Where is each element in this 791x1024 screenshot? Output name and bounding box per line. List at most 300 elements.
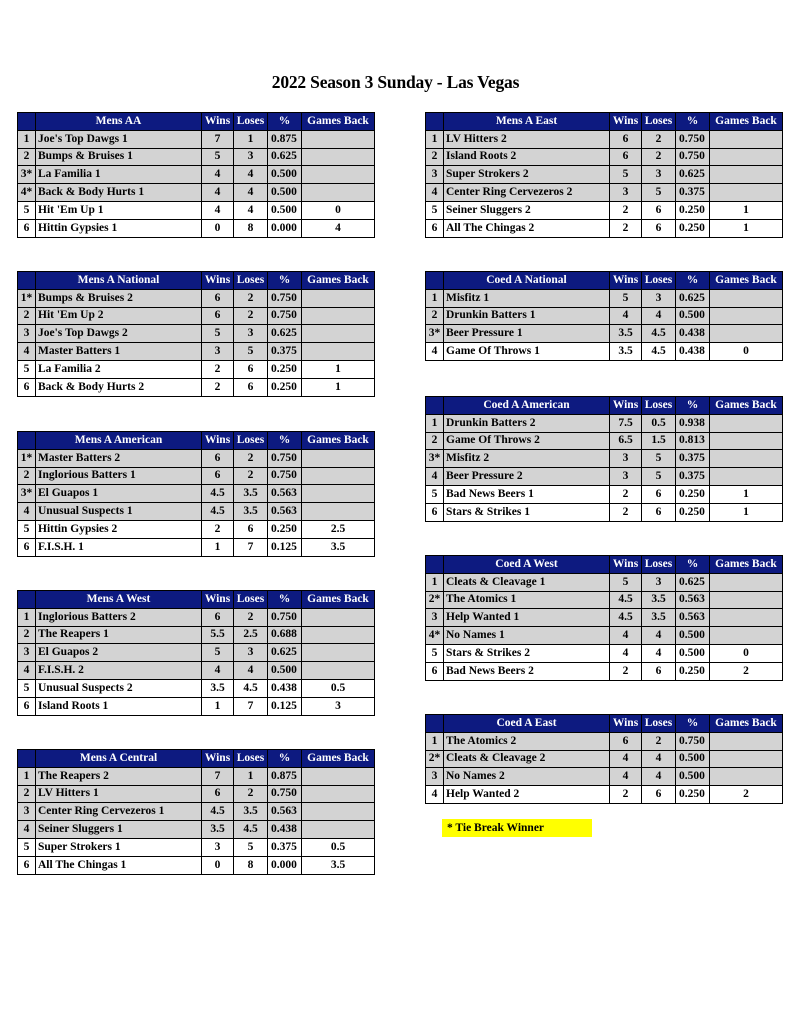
loses-cell: 2 bbox=[642, 732, 676, 750]
header-pct: % bbox=[676, 397, 710, 415]
pct-cell: 0.250 bbox=[268, 360, 302, 378]
team-name-cell: Misfitz 1 bbox=[444, 289, 610, 307]
wins-cell: 4 bbox=[610, 644, 642, 662]
pct-cell: 0.750 bbox=[268, 289, 302, 307]
header-pct: % bbox=[676, 272, 710, 290]
team-name-cell: LV Hitters 2 bbox=[444, 130, 610, 148]
mens-a-central-table bbox=[17, 749, 375, 875]
team-name-cell: The Atomics 2 bbox=[444, 732, 610, 750]
table-row bbox=[426, 289, 783, 307]
rank-cell: 2 bbox=[18, 626, 36, 644]
loses-cell: 6 bbox=[234, 378, 268, 396]
wins-cell: 2 bbox=[610, 485, 642, 503]
loses-cell: 8 bbox=[234, 219, 268, 237]
pct-cell: 0.750 bbox=[676, 130, 710, 148]
loses-cell: 3.5 bbox=[234, 485, 268, 503]
pct-cell: 0.563 bbox=[268, 503, 302, 521]
table-row bbox=[426, 468, 783, 486]
team-name-cell: Center Ring Cervezeros 1 bbox=[36, 803, 202, 821]
table-row bbox=[426, 130, 783, 148]
table-row bbox=[426, 450, 783, 468]
pct-cell: 0.563 bbox=[268, 803, 302, 821]
wins-cell: 7 bbox=[202, 130, 234, 148]
rank-cell: 5 bbox=[18, 360, 36, 378]
rank-cell: 1 bbox=[18, 767, 36, 785]
games-back-cell bbox=[710, 289, 783, 307]
header-wins: Wins bbox=[610, 715, 642, 733]
games-back-cell bbox=[302, 307, 375, 325]
rank-cell: 5 bbox=[18, 679, 36, 697]
table-row bbox=[18, 838, 375, 856]
mens-a-west-table bbox=[17, 590, 375, 716]
games-back-cell: 0.5 bbox=[302, 838, 375, 856]
pct-cell: 0.375 bbox=[268, 343, 302, 361]
loses-cell: 5 bbox=[642, 450, 676, 468]
rank-cell: 4 bbox=[18, 343, 36, 361]
division-title: Mens AA bbox=[36, 113, 202, 131]
pct-cell: 0.750 bbox=[268, 307, 302, 325]
rank-cell: 1 bbox=[18, 608, 36, 626]
team-name-cell: Super Strokers 2 bbox=[444, 166, 610, 184]
loses-cell: 4 bbox=[234, 184, 268, 202]
games-back-cell bbox=[302, 662, 375, 680]
wins-cell: 5.5 bbox=[202, 626, 234, 644]
table-row bbox=[18, 130, 375, 148]
loses-cell: 4 bbox=[642, 307, 676, 325]
games-back-cell bbox=[710, 130, 783, 148]
wins-cell: 4.5 bbox=[202, 485, 234, 503]
pct-cell: 0.438 bbox=[676, 325, 710, 343]
pct-cell: 0.438 bbox=[268, 679, 302, 697]
table-row bbox=[426, 325, 783, 343]
header-games-back: Games Back bbox=[302, 272, 375, 290]
loses-cell: 3 bbox=[234, 644, 268, 662]
rank-cell: 4* bbox=[426, 627, 444, 645]
header-rank-cell bbox=[426, 113, 444, 131]
rank-cell: 4 bbox=[426, 468, 444, 486]
team-name-cell: All The Chingas 2 bbox=[444, 219, 610, 237]
team-name-cell: Beer Pressure 2 bbox=[444, 468, 610, 486]
mens-a-american-table bbox=[17, 431, 375, 557]
team-name-cell: Center Ring Cervezeros 2 bbox=[444, 184, 610, 202]
loses-cell: 4.5 bbox=[234, 821, 268, 839]
rank-cell: 6 bbox=[18, 378, 36, 396]
team-name-cell: Inglorious Batters 1 bbox=[36, 467, 202, 485]
pct-cell: 0.500 bbox=[676, 750, 710, 768]
rank-cell: 4 bbox=[426, 786, 444, 804]
loses-cell: 5 bbox=[234, 343, 268, 361]
header-wins: Wins bbox=[202, 750, 234, 768]
games-back-cell bbox=[302, 184, 375, 202]
header-pct: % bbox=[268, 272, 302, 290]
games-back-cell bbox=[302, 503, 375, 521]
wins-cell: 3 bbox=[202, 343, 234, 361]
team-name-cell: Cleats & Cleavage 1 bbox=[444, 573, 610, 591]
rank-cell: 6 bbox=[426, 503, 444, 521]
team-name-cell: Seiner Sluggers 1 bbox=[36, 821, 202, 839]
games-back-cell bbox=[710, 307, 783, 325]
pct-cell: 0.500 bbox=[676, 644, 710, 662]
table-row bbox=[18, 697, 375, 715]
loses-cell: 6 bbox=[642, 201, 676, 219]
wins-cell: 6 bbox=[202, 608, 234, 626]
rank-cell: 1* bbox=[18, 289, 36, 307]
table-row bbox=[426, 627, 783, 645]
division-title: Coed A East bbox=[444, 715, 610, 733]
table-row bbox=[426, 732, 783, 750]
rank-cell: 6 bbox=[18, 697, 36, 715]
games-back-cell bbox=[302, 485, 375, 503]
wins-cell: 2 bbox=[202, 360, 234, 378]
mens-aa-table bbox=[17, 112, 375, 238]
team-name-cell: Cleats & Cleavage 2 bbox=[444, 750, 610, 768]
games-back-cell bbox=[710, 148, 783, 166]
pct-cell: 0.750 bbox=[268, 467, 302, 485]
team-name-cell: Inglorious Batters 2 bbox=[36, 608, 202, 626]
wins-cell: 6 bbox=[610, 148, 642, 166]
table-row bbox=[18, 148, 375, 166]
loses-cell: 3 bbox=[642, 166, 676, 184]
division-title: Coed A National bbox=[444, 272, 610, 290]
wins-cell: 6 bbox=[202, 467, 234, 485]
rank-cell: 6 bbox=[18, 538, 36, 556]
pct-cell: 0.563 bbox=[676, 591, 710, 609]
table-row bbox=[426, 573, 783, 591]
pct-cell: 0.438 bbox=[676, 343, 710, 361]
pct-cell: 0.000 bbox=[268, 856, 302, 874]
header-rank-cell bbox=[18, 591, 36, 609]
table-row bbox=[18, 166, 375, 184]
table-row bbox=[426, 219, 783, 237]
rank-cell: 2 bbox=[426, 307, 444, 325]
games-back-cell bbox=[302, 821, 375, 839]
header-rank-cell bbox=[18, 432, 36, 450]
loses-cell: 3.5 bbox=[642, 591, 676, 609]
division-title: Mens A American bbox=[36, 432, 202, 450]
rank-cell: 5 bbox=[18, 520, 36, 538]
wins-cell: 3 bbox=[610, 468, 642, 486]
loses-cell: 0.5 bbox=[642, 414, 676, 432]
wins-cell: 6 bbox=[610, 732, 642, 750]
team-name-cell: Unusual Suspects 2 bbox=[36, 679, 202, 697]
loses-cell: 3 bbox=[642, 289, 676, 307]
table-row bbox=[426, 343, 783, 361]
wins-cell: 4 bbox=[202, 166, 234, 184]
team-name-cell: Hittin Gypsies 1 bbox=[36, 219, 202, 237]
pct-cell: 0.750 bbox=[268, 785, 302, 803]
header-wins: Wins bbox=[202, 113, 234, 131]
wins-cell: 4.5 bbox=[202, 503, 234, 521]
table-row bbox=[18, 449, 375, 467]
team-name-cell: Bumps & Bruises 2 bbox=[36, 289, 202, 307]
loses-cell: 2 bbox=[234, 449, 268, 467]
games-back-cell bbox=[302, 803, 375, 821]
header-pct: % bbox=[676, 113, 710, 131]
pct-cell: 0.750 bbox=[676, 732, 710, 750]
table-row bbox=[18, 184, 375, 202]
games-back-cell bbox=[710, 432, 783, 450]
team-name-cell: Drunkin Batters 1 bbox=[444, 307, 610, 325]
header-games-back: Games Back bbox=[710, 272, 783, 290]
wins-cell: 4 bbox=[202, 184, 234, 202]
wins-cell: 4 bbox=[610, 307, 642, 325]
games-back-cell bbox=[302, 289, 375, 307]
pct-cell: 0.750 bbox=[268, 608, 302, 626]
rank-cell: 1 bbox=[426, 289, 444, 307]
pct-cell: 0.500 bbox=[268, 662, 302, 680]
loses-cell: 3 bbox=[234, 325, 268, 343]
pct-cell: 0.125 bbox=[268, 538, 302, 556]
loses-cell: 6 bbox=[234, 360, 268, 378]
team-name-cell: Master Batters 2 bbox=[36, 449, 202, 467]
games-back-cell: 3 bbox=[302, 697, 375, 715]
header-wins: Wins bbox=[202, 272, 234, 290]
header-wins: Wins bbox=[610, 272, 642, 290]
loses-cell: 4 bbox=[642, 644, 676, 662]
games-back-cell: 1 bbox=[710, 219, 783, 237]
wins-cell: 3.5 bbox=[610, 343, 642, 361]
pct-cell: 0.250 bbox=[676, 201, 710, 219]
rank-cell: 5 bbox=[18, 838, 36, 856]
rank-cell: 3* bbox=[18, 166, 36, 184]
pct-cell: 0.688 bbox=[268, 626, 302, 644]
pct-cell: 0.750 bbox=[268, 449, 302, 467]
games-back-cell bbox=[710, 768, 783, 786]
table-row bbox=[18, 503, 375, 521]
pct-cell: 0.375 bbox=[676, 184, 710, 202]
table-row bbox=[426, 201, 783, 219]
team-name-cell: Game Of Throws 1 bbox=[444, 343, 610, 361]
games-back-cell: 0 bbox=[710, 343, 783, 361]
rank-cell: 5 bbox=[426, 201, 444, 219]
table-row bbox=[18, 608, 375, 626]
table-row bbox=[18, 679, 375, 697]
rank-cell: 6 bbox=[18, 856, 36, 874]
rank-cell: 2 bbox=[18, 785, 36, 803]
pct-cell: 0.500 bbox=[268, 166, 302, 184]
team-name-cell: Bad News Beers 2 bbox=[444, 662, 610, 680]
division-title: Coed A West bbox=[444, 556, 610, 574]
table-row bbox=[18, 325, 375, 343]
mens-a-east-table bbox=[425, 112, 783, 238]
team-name-cell: El Guapos 2 bbox=[36, 644, 202, 662]
wins-cell: 3.5 bbox=[202, 679, 234, 697]
header-games-back: Games Back bbox=[302, 591, 375, 609]
loses-cell: 5 bbox=[234, 838, 268, 856]
wins-cell: 7 bbox=[202, 767, 234, 785]
games-back-cell bbox=[302, 626, 375, 644]
wins-cell: 5 bbox=[202, 325, 234, 343]
loses-cell: 5 bbox=[642, 184, 676, 202]
coed-a-west-table bbox=[425, 555, 783, 681]
table-row bbox=[426, 414, 783, 432]
wins-cell: 2 bbox=[610, 662, 642, 680]
header-games-back: Games Back bbox=[302, 750, 375, 768]
table-row bbox=[18, 289, 375, 307]
division-title: Mens A East bbox=[444, 113, 610, 131]
header-wins: Wins bbox=[610, 397, 642, 415]
team-name-cell: La Familia 2 bbox=[36, 360, 202, 378]
loses-cell: 2 bbox=[234, 307, 268, 325]
rank-cell: 3* bbox=[426, 325, 444, 343]
table-row bbox=[426, 432, 783, 450]
wins-cell: 4.5 bbox=[610, 591, 642, 609]
team-name-cell: Island Roots 1 bbox=[36, 697, 202, 715]
wins-cell: 4 bbox=[202, 201, 234, 219]
games-back-cell bbox=[302, 785, 375, 803]
rank-cell: 6 bbox=[426, 219, 444, 237]
header-loses: Loses bbox=[234, 432, 268, 450]
table-row bbox=[18, 219, 375, 237]
table-row bbox=[18, 485, 375, 503]
games-back-cell: 2 bbox=[710, 662, 783, 680]
table-row bbox=[18, 378, 375, 396]
team-name-cell: The Reapers 1 bbox=[36, 626, 202, 644]
games-back-cell: 1 bbox=[710, 485, 783, 503]
wins-cell: 3 bbox=[202, 838, 234, 856]
games-back-cell: 1 bbox=[710, 201, 783, 219]
games-back-cell: 3.5 bbox=[302, 538, 375, 556]
team-name-cell: Hittin Gypsies 2 bbox=[36, 520, 202, 538]
team-name-cell: Stars & Strikes 2 bbox=[444, 644, 610, 662]
pct-cell: 0.625 bbox=[676, 573, 710, 591]
table-row bbox=[426, 609, 783, 627]
pct-cell: 0.375 bbox=[676, 450, 710, 468]
rank-cell: 2 bbox=[426, 148, 444, 166]
pct-cell: 0.563 bbox=[676, 609, 710, 627]
games-back-cell bbox=[710, 609, 783, 627]
team-name-cell: Super Strokers 1 bbox=[36, 838, 202, 856]
table-row bbox=[426, 662, 783, 680]
header-loses: Loses bbox=[234, 113, 268, 131]
loses-cell: 3.5 bbox=[642, 609, 676, 627]
games-back-cell bbox=[302, 644, 375, 662]
team-name-cell: Hit 'Em Up 2 bbox=[36, 307, 202, 325]
loses-cell: 6 bbox=[642, 219, 676, 237]
wins-cell: 6 bbox=[202, 307, 234, 325]
header-pct: % bbox=[268, 750, 302, 768]
wins-cell: 6 bbox=[610, 130, 642, 148]
team-name-cell: Back & Body Hurts 2 bbox=[36, 378, 202, 396]
wins-cell: 4 bbox=[610, 768, 642, 786]
team-name-cell: F.I.S.H. 2 bbox=[36, 662, 202, 680]
table-row bbox=[18, 626, 375, 644]
wins-cell: 0 bbox=[202, 219, 234, 237]
wins-cell: 2 bbox=[610, 786, 642, 804]
games-back-cell bbox=[302, 467, 375, 485]
rank-cell: 2 bbox=[18, 467, 36, 485]
pct-cell: 0.250 bbox=[676, 786, 710, 804]
team-name-cell: Drunkin Batters 2 bbox=[444, 414, 610, 432]
header-loses: Loses bbox=[642, 272, 676, 290]
division-title: Coed A American bbox=[444, 397, 610, 415]
rank-cell: 3 bbox=[18, 803, 36, 821]
wins-cell: 6 bbox=[202, 289, 234, 307]
loses-cell: 1 bbox=[234, 767, 268, 785]
wins-cell: 6 bbox=[202, 449, 234, 467]
pct-cell: 0.625 bbox=[676, 289, 710, 307]
wins-cell: 3.5 bbox=[202, 821, 234, 839]
table-row bbox=[18, 520, 375, 538]
division-title: Mens A Central bbox=[36, 750, 202, 768]
table-header-row bbox=[18, 113, 375, 131]
rank-cell: 4 bbox=[18, 503, 36, 521]
loses-cell: 6 bbox=[642, 485, 676, 503]
header-loses: Loses bbox=[642, 113, 676, 131]
loses-cell: 6 bbox=[642, 503, 676, 521]
games-back-cell: 4 bbox=[302, 219, 375, 237]
tie-break-legend: * Tie Break Winner bbox=[442, 819, 592, 837]
rank-cell: 3 bbox=[18, 644, 36, 662]
wins-cell: 3 bbox=[610, 184, 642, 202]
games-back-cell: 2.5 bbox=[302, 520, 375, 538]
pct-cell: 0.813 bbox=[676, 432, 710, 450]
pct-cell: 0.500 bbox=[676, 627, 710, 645]
table-row bbox=[18, 821, 375, 839]
games-back-cell bbox=[710, 450, 783, 468]
team-name-cell: LV Hitters 1 bbox=[36, 785, 202, 803]
rank-cell: 4 bbox=[426, 184, 444, 202]
table-row bbox=[426, 166, 783, 184]
rank-cell: 6 bbox=[426, 662, 444, 680]
header-pct: % bbox=[676, 715, 710, 733]
games-back-cell bbox=[302, 449, 375, 467]
pct-cell: 0.250 bbox=[676, 219, 710, 237]
rank-cell: 5 bbox=[426, 644, 444, 662]
loses-cell: 2 bbox=[642, 148, 676, 166]
team-name-cell: Help Wanted 2 bbox=[444, 786, 610, 804]
rank-cell: 2* bbox=[426, 750, 444, 768]
header-games-back: Games Back bbox=[710, 715, 783, 733]
rank-cell: 1 bbox=[426, 573, 444, 591]
team-name-cell: El Guapos 1 bbox=[36, 485, 202, 503]
table-row bbox=[426, 148, 783, 166]
pct-cell: 0.563 bbox=[268, 485, 302, 503]
header-pct: % bbox=[676, 556, 710, 574]
rank-cell: 1 bbox=[426, 732, 444, 750]
loses-cell: 6 bbox=[234, 520, 268, 538]
pct-cell: 0.000 bbox=[268, 219, 302, 237]
table-row bbox=[18, 343, 375, 361]
table-row bbox=[426, 786, 783, 804]
rank-cell: 3 bbox=[426, 166, 444, 184]
wins-cell: 4 bbox=[610, 750, 642, 768]
rank-cell: 4 bbox=[18, 821, 36, 839]
wins-cell: 2 bbox=[202, 520, 234, 538]
games-back-cell: 0 bbox=[710, 644, 783, 662]
team-name-cell: All The Chingas 1 bbox=[36, 856, 202, 874]
table-header-row bbox=[426, 272, 783, 290]
wins-cell: 5 bbox=[610, 166, 642, 184]
wins-cell: 2 bbox=[202, 378, 234, 396]
rank-cell: 2 bbox=[426, 432, 444, 450]
loses-cell: 3 bbox=[234, 148, 268, 166]
team-name-cell: Help Wanted 1 bbox=[444, 609, 610, 627]
team-name-cell: Joe's Top Dawgs 2 bbox=[36, 325, 202, 343]
games-back-cell bbox=[710, 732, 783, 750]
pct-cell: 0.250 bbox=[676, 503, 710, 521]
table-row bbox=[426, 184, 783, 202]
wins-cell: 0 bbox=[202, 856, 234, 874]
table-header-row bbox=[18, 750, 375, 768]
table-header-row bbox=[18, 591, 375, 609]
header-rank-cell bbox=[426, 397, 444, 415]
loses-cell: 3.5 bbox=[234, 503, 268, 521]
header-pct: % bbox=[268, 113, 302, 131]
team-name-cell: No Names 1 bbox=[444, 627, 610, 645]
games-back-cell bbox=[710, 414, 783, 432]
rank-cell: 3* bbox=[18, 485, 36, 503]
